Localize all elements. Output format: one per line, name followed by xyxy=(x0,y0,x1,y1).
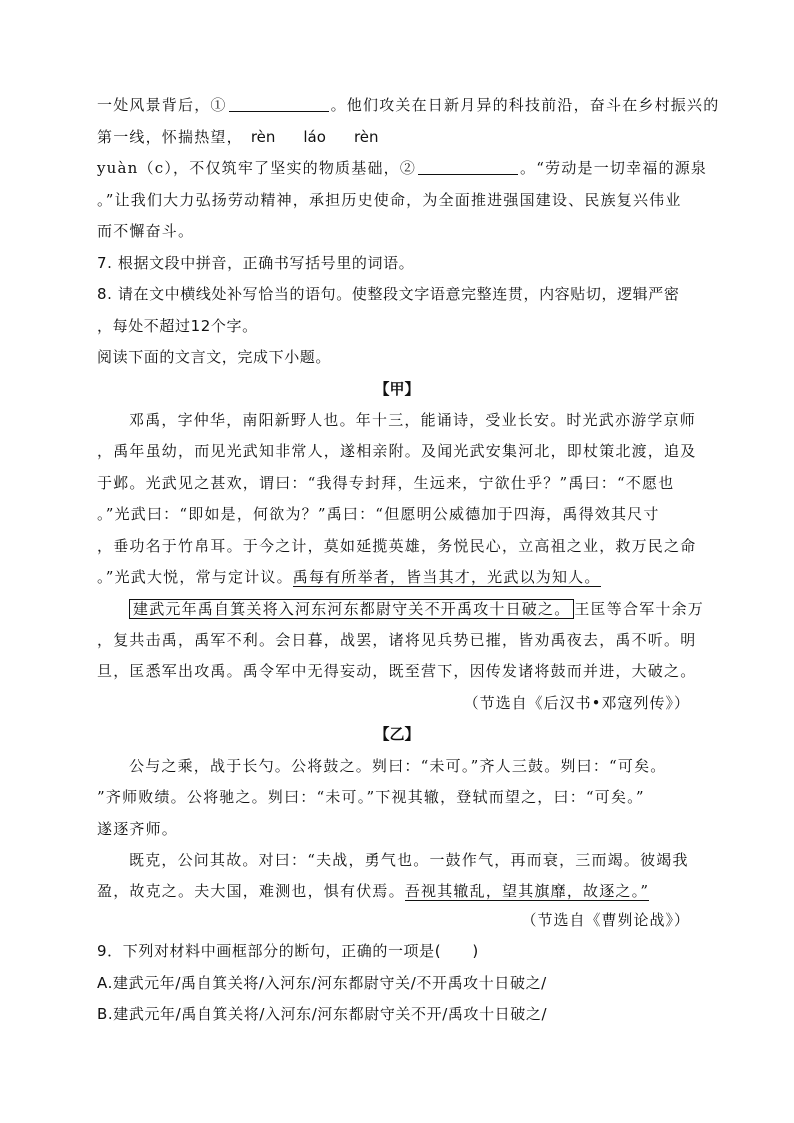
jia-line-1: 邓禹，字仲华，南阳新野人也。年十三，能诵诗，受业长安。时光武亦游学京师 xyxy=(129,411,697,429)
question-9: 9．下列对材料中画框部分的断句，正确的一项是( ) xyxy=(97,942,479,960)
option-a[interactable]: A.建武元年/禹自箕关将/入河东/河东都尉守关/不开禹攻十日破之/ xyxy=(97,974,547,992)
text-segment: 。”光武大悦，常与定计议。 xyxy=(97,568,293,586)
question-8-line-2: ，每处不超过12个字。 xyxy=(97,317,258,335)
text-segment: 第一线，怀揣热望， xyxy=(97,128,243,146)
passage-line-2 xyxy=(97,126,407,148)
question-7: 7. 根据文段中拼音，正确书写括号里的词语。 xyxy=(97,254,415,272)
pinyin-syllable: láo xyxy=(303,128,326,146)
underlined-sentence: 禹每有所举者，皆当其才，光武以为知人。 xyxy=(292,568,601,586)
jia-line-9: 旦，匡悉军出攻禹。禹令军中无得妄动，既至营下，因传发诸将鼓而并进，大破之。 xyxy=(97,662,697,680)
text-segment: 盈，故克之。夫大国，难测也，惧有伏焉。 xyxy=(97,882,405,900)
option-b[interactable]: B.建武元年/禹自箕关将/入河东/河东都尉守关不开/禹攻十日破之/ xyxy=(97,1005,548,1023)
question-8-line-1: 8. 请在文中横线处补写恰当的语句。使整段文字语意完整连贯，内容贴切，逻辑严密 xyxy=(97,285,680,303)
jia-line-6 xyxy=(97,566,601,588)
text-segment: 王匡等合军十余万 xyxy=(574,600,705,618)
section-heading-jia: 【甲】 xyxy=(374,380,420,398)
passage-line-5: 而不懈奋斗。 xyxy=(97,222,195,240)
passage-line-3 xyxy=(97,157,707,179)
source-citation-2: （节选自《曹刿论战》） xyxy=(521,911,690,929)
yi-line-3: 遂逐齐师。 xyxy=(97,820,179,838)
jia-line-3: 于邺。光武见之甚欢，谓曰：“我得专封拜，生远来，宁欲仕乎？”禹曰：“不愿也 xyxy=(97,474,675,492)
passage-line-4: 。”让我们大力弘扬劳动精神，承担历史使命，为全面推进强国建设、民族复兴伟业 xyxy=(97,191,682,209)
jia-line-5: ，垂功名于竹帛耳。于今之计，莫如延揽英雄，务悦民心，立高祖之业，救万民之命 xyxy=(97,537,697,555)
yi-line-5 xyxy=(97,880,649,902)
text-segment: 一处风景背后，① xyxy=(97,96,227,114)
pinyin-syllable: rèn xyxy=(250,128,276,146)
reading-instruction: 阅读下面的文言文，完成下小题。 xyxy=(97,348,332,366)
passage-line-1 xyxy=(97,94,719,116)
yi-line-1: 公与之乘，战于长勺。公将鼓之。刿曰：“未可。”齐人三鼓。刿曰：“可矣。 xyxy=(129,757,667,775)
text-segment: 。他们攻关在日新月异的科技前沿，奋斗在乡村振兴的 xyxy=(330,96,720,114)
jia-line-7 xyxy=(129,598,704,620)
jia-line-4: 。”光武曰：“即如是，何欲为？”禹曰：“但愿明公威德加于四海，禹得效其尺寸 xyxy=(97,505,660,523)
text-segment: yuàn（c），不仅筑牢了坚实的物质基础，② xyxy=(97,159,417,177)
pinyin-syllable: rèn xyxy=(353,128,379,146)
yi-line-2: ”齐师败绩。公将驰之。刿曰：“未可。”下视其辙，登轼而望之，曰：“可矣。” xyxy=(97,788,645,806)
section-heading-yi: 【乙】 xyxy=(374,725,420,743)
answer-blank-1[interactable] xyxy=(229,96,329,112)
text-segment: 。“劳动是一切幸福的源泉 xyxy=(520,159,708,177)
yi-line-4: 既克，公问其故。对曰：“夫战，勇气也。一鼓作气，再而衰，三而竭。彼竭我 xyxy=(129,851,689,869)
jia-line-8: ，复共击禹，禹军不利。会日暮，战罢，诸将见兵势已摧，皆劝禹夜去，禹不听。明 xyxy=(97,631,697,649)
boxed-sentence: 建武元年禹自箕关将入河东河东都尉守关不开禹攻十日破之。 xyxy=(129,599,574,619)
source-citation-1: （节选自《后汉书•邓寇列传》） xyxy=(463,694,690,712)
jia-line-2: ，禹年虽幼，而见光武知非常人，遂相亲附。及闻光武安集河北，即杖策北渡，追及 xyxy=(97,442,697,460)
answer-blank-2[interactable] xyxy=(418,159,518,175)
underlined-sentence: 吾视其辙乱，望其旗靡，故逐之。” xyxy=(404,882,650,900)
